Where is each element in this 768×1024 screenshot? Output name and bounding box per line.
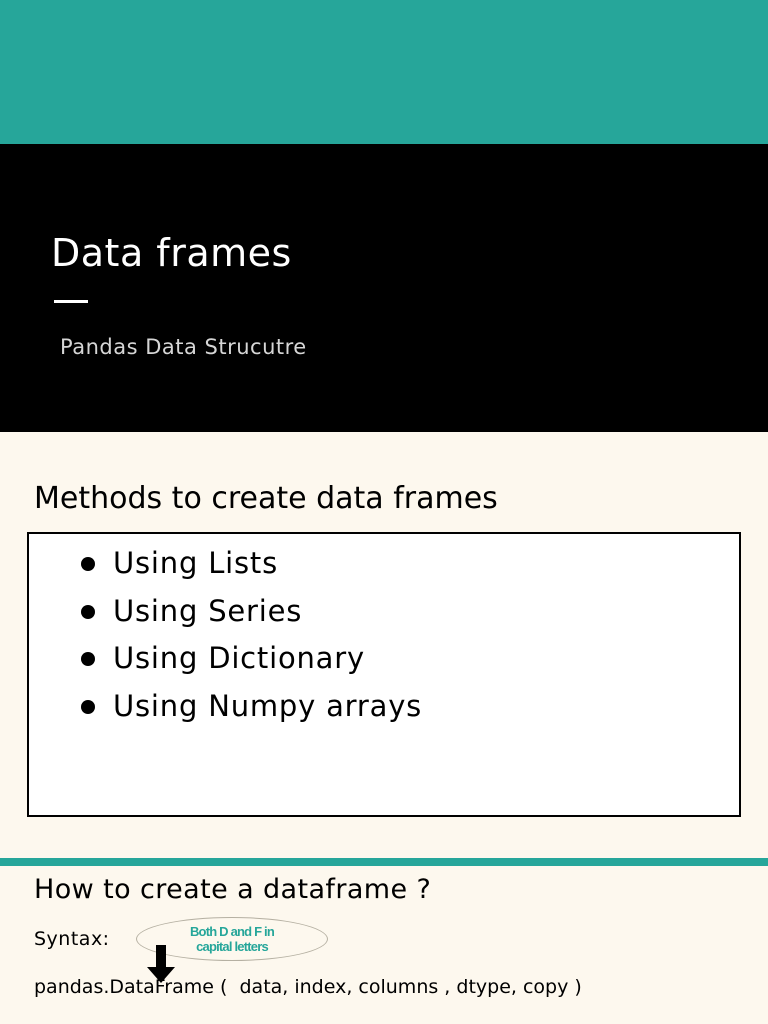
title-slide (0, 144, 768, 432)
syntax-slide (0, 866, 768, 1024)
method-label: Using Dictionary (113, 641, 365, 675)
method-item (77, 687, 422, 735)
bullet-icon (81, 652, 95, 666)
callout-text: Both D and F in capital letters (189, 924, 275, 954)
top-accent-band (0, 0, 768, 144)
syntax-label: Syntax: (34, 928, 110, 950)
bullet-icon (81, 557, 95, 571)
slide-title: Data frames (51, 231, 292, 275)
method-label: Using Lists (113, 546, 279, 580)
method-label: Using Series (113, 593, 303, 628)
methods-list (77, 544, 422, 734)
method-item (77, 639, 422, 687)
methods-box (27, 532, 741, 817)
method-label: Using Numpy arrays (113, 688, 423, 723)
method-item (77, 544, 422, 592)
method-item (77, 592, 422, 640)
title-underline (54, 300, 88, 303)
methods-slide (0, 432, 768, 858)
syntax-heading: How to create a dataframe ? (34, 874, 432, 905)
methods-heading: Methods to create data frames (34, 481, 498, 516)
slide-subtitle: Pandas Data Strucutre (60, 335, 307, 359)
bullet-icon (81, 605, 95, 619)
bullet-icon (81, 700, 95, 714)
syntax-code: pandas.DataFrame ( data, index, columns , dtype, copy ) (34, 976, 582, 998)
teal-divider (0, 858, 768, 866)
